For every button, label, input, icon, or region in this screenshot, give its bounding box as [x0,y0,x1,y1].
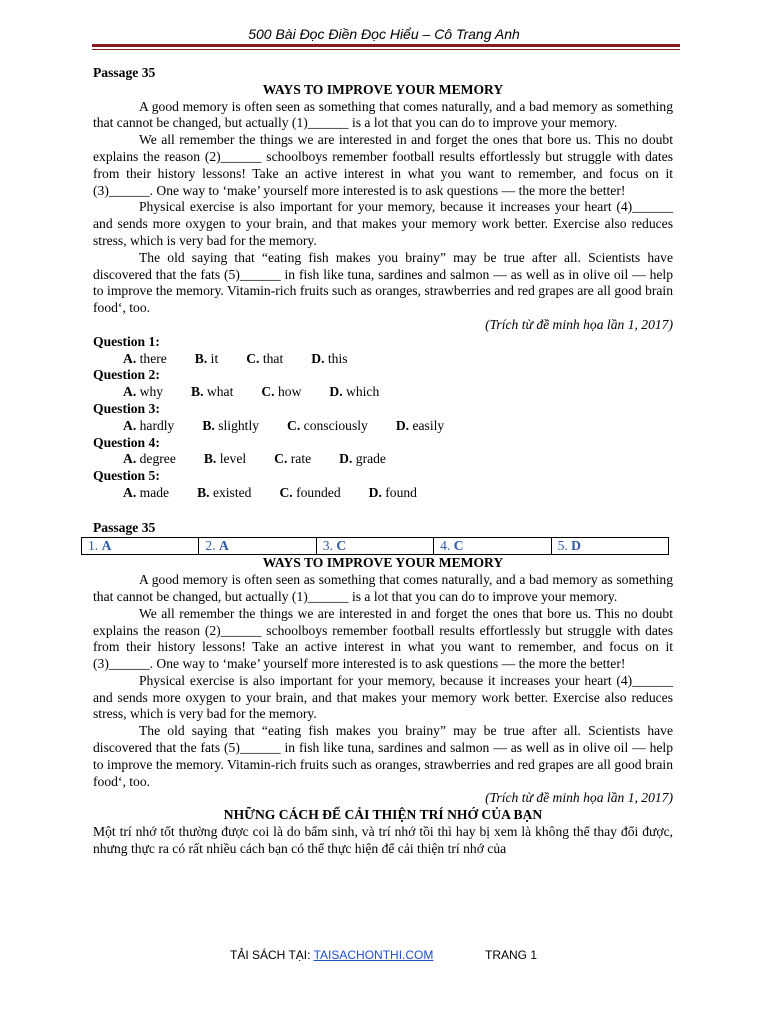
option: D. found [368,484,417,500]
header-rule [92,44,680,47]
answer-cell: 5. D [551,537,668,555]
header-rule-thin [92,49,680,50]
option: C. founded [279,484,341,500]
source-note: (Trích từ đề minh họa lần 1, 2017) [485,790,673,806]
option: B. existed [197,484,252,500]
translation-text: Một trí nhớ tốt thường được coi là do bẩm sinh, và trí nhớ tồi thì hay bị xem là không thể thay đổi được, nhưng thực ra có rất nhiều cách bạn có thể thực hiện để cải thiện trí nhớ của [93,824,673,856]
answer-cell: 4. C [434,537,551,555]
option: A. why [123,384,164,400]
paragraph: The old saying that “eating fish makes you brainy” may be true after all. Scientists have discovered that the fats (5)______ in fish like tuna, sardines and salmon — as well as in olive oil — help to improve the memory. Vitamin-rich fruits such as oranges, strawberries and red grapes are all good brain food‘, too. [93,249,673,316]
paragraph: Physical exercise is also important for your memory, because it increases your heart (4)______ and sends more oxygen to your brain, and that makes your memory work better. Exercise also reduces stress, which is very bad for the memory. [93,199,673,248]
option: D. grade [339,451,386,467]
question-label: Question 1: [93,333,160,349]
option: A. degree [123,451,176,467]
option: D. which [329,384,380,400]
question-label: Question 2: [93,367,160,383]
source-note: (Trích từ đề minh họa lần 1, 2017) [485,316,673,332]
page-number: TRANG 1 [485,948,538,962]
passage-title: WAYS TO IMPROVE YOUR MEMORY [262,555,504,571]
question-options [93,351,673,368]
download-label: TẢI SÁCH TẠI: [230,948,314,962]
paragraph: A good memory is often seen as something that comes naturally, and a bad memory as something that cannot be changed, but actually (1)______ is a lot that you can do to improve your memory. [93,572,673,604]
question-label: Question 4: [93,434,160,450]
option: B. it [194,350,219,366]
passage-label: Passage 35 [93,65,156,80]
paragraph: The old saying that “eating fish makes you brainy” may be true after all. Scientists have discovered that the fats (5)______ in fish like tuna, sardines and salmon — as well as in olive oil — help to improve the memory. Vitamin-rich fruits such as oranges, strawberries and red grapes are all good brain food‘, too. [93,723,673,789]
site-link[interactable]: TAISACHONTHI.COM [313,948,434,962]
option: C. consciously [287,417,368,433]
option: A. there [123,350,167,366]
question-options [93,485,673,502]
option: B. slightly [202,417,260,433]
paragraph: Physical exercise is also important for your memory, because it increases your heart (4)______ and sends more oxygen to your brain, and that makes your memory work better. Exercise also reduces stress, which is very bad for the memory. [93,672,673,722]
header-title: 500 Bài Đọc Điền Đọc Hiểu – Cô Trang Anh [248,26,520,42]
question-options [93,384,673,401]
question-options [93,451,673,468]
passage-label: Passage 35 [93,519,156,535]
paragraph: A good memory is often seen as something that comes naturally, and a bad memory as something that cannot be changed, but actually (1)______ is a lot that you can do to improve your memory. [93,98,673,131]
question-options [93,418,673,435]
answer-cell: 1. A [82,537,199,555]
download-source [230,948,433,962]
option: C. rate [274,451,312,467]
paragraph: We all remember the things we are interested in and forget the ones that bore us. This no doubt explains the reason (2)______ schoolboys remember football results effortlessly but struggle with dates from their history lessons! Take an active interest in what you want to remember, and focus on it (3)______. One way to ‘make’ yourself more interested is to ask questions — the more the better! [93,132,673,198]
question-list [93,334,673,502]
option: B. level [203,451,247,467]
answer-cell: 2. A [199,537,316,555]
option: B. what [191,384,234,400]
option: D. easily [395,417,445,433]
question-label: Question 3: [93,400,160,416]
paragraph: We all remember the things we are interested in and forget the ones that bore us. This no doubt explains the reason (2)______ schoolboys remember football results effortlessly but struggle with dates from their history lessons! Take an active interest in what you want to remember, and focus on it (3)______. One way to ‘make’ yourself more interested is to ask questions — the more the better! [93,605,673,672]
option: D. this [311,350,348,366]
option: C. how [261,384,302,400]
passage-title: WAYS TO IMPROVE YOUR MEMORY [262,81,504,97]
answer-cell: 3. C [316,537,433,555]
option: C. that [246,350,284,366]
translation-title: NHỮNG CÁCH ĐỂ CẢI THIỆN TRÍ NHỚ CỦA BẠN [223,807,543,823]
question-label: Question 5: [93,468,160,484]
option: A. made [123,484,170,500]
option: A. hardly [123,417,175,433]
answer-key-table [81,537,669,556]
document-content [88,65,673,858]
